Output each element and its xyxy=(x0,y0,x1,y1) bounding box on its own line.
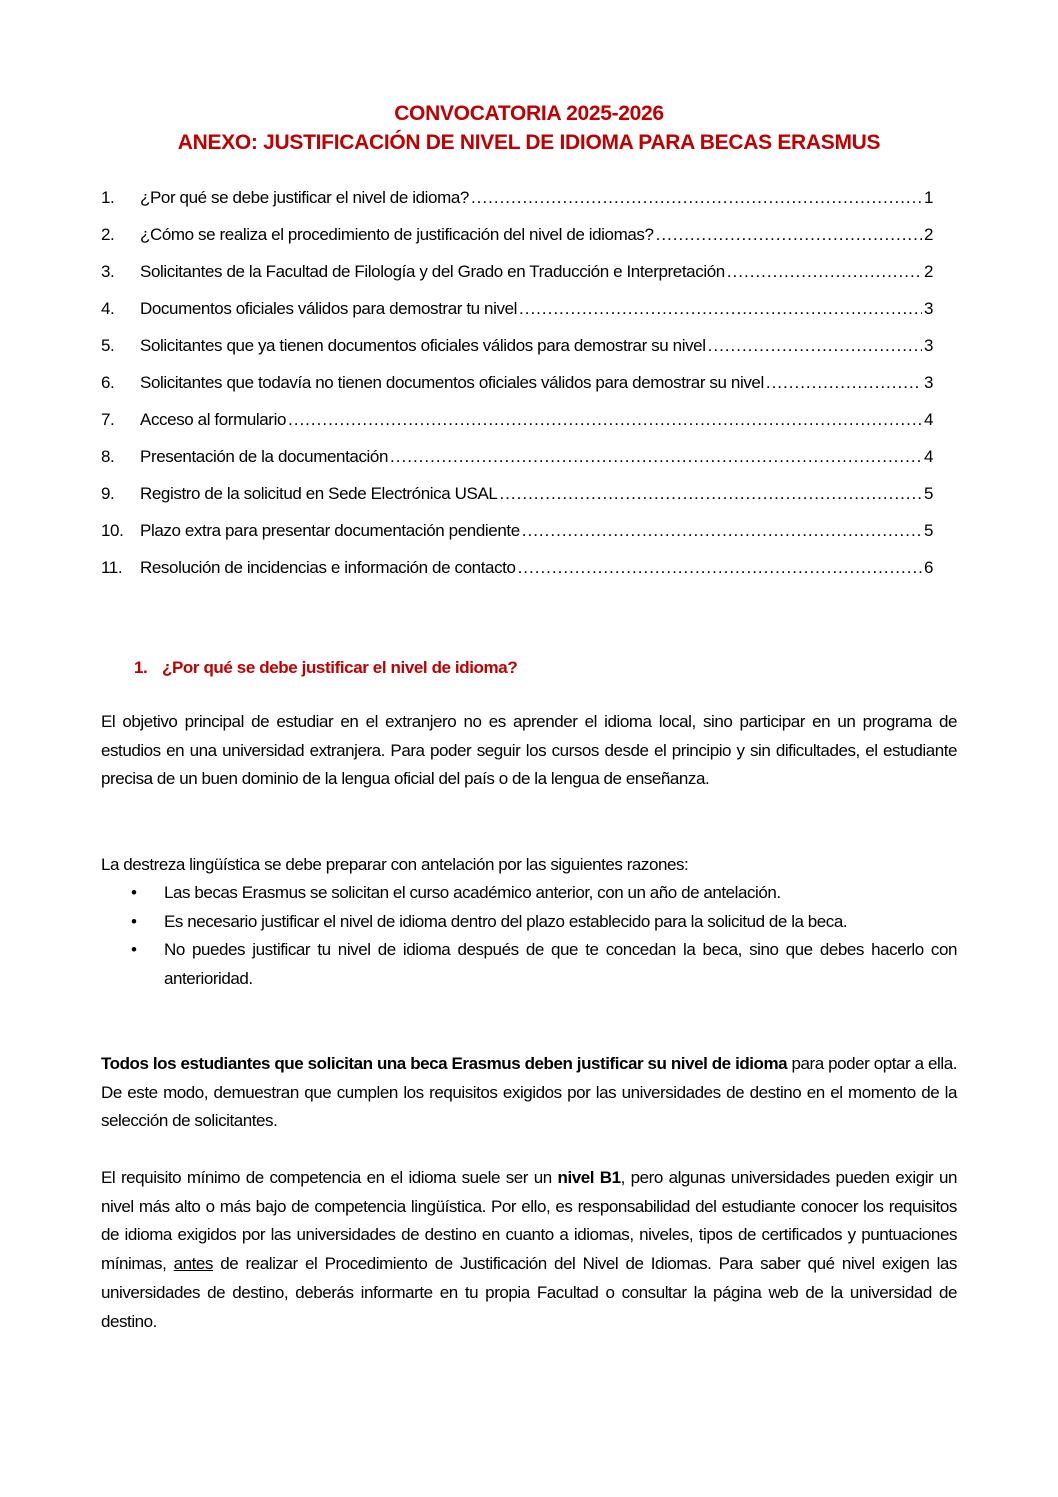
toc-entry[interactable] xyxy=(101,299,933,336)
list-item-text: Las becas Erasmus se solicitan el curso académico anterior, con un año de antelación. xyxy=(164,883,781,902)
document-subtitle: ANEXO: JUSTIFICACIÓN DE NIVEL DE IDIOMA PARA BECAS ERASMUS xyxy=(177,131,881,154)
list-item xyxy=(101,936,957,993)
toc-entry-label: ¿Cómo se realiza el procedimiento de justificación del nivel de idiomas? xyxy=(140,225,654,244)
toc-leader-dots xyxy=(766,373,922,393)
toc-leader-dots xyxy=(727,262,922,282)
toc-entry[interactable] xyxy=(101,447,933,484)
toc-leader-dots xyxy=(471,188,922,208)
toc-entry[interactable] xyxy=(101,336,933,373)
toc-entry-page: 3 xyxy=(923,336,933,355)
underlined-emphasis: antes xyxy=(173,1254,213,1274)
toc-entry-number: 9. xyxy=(101,484,115,503)
toc-entry-page: 3 xyxy=(923,373,933,392)
paragraph-text: de realizar el Procedimiento de Justificación del Nivel de Idiomas. Para saber qué nivel exigen las universidades de destino, deberás informarte en tu propia Facultad o consultar la página web de la universidad de destino. xyxy=(101,1254,957,1331)
paragraph-text: para poder optar a ella. De este modo, demuestran que cumplen los requisitos exigidos por las universidades de destino en el momento de la selección de solicitantes. xyxy=(101,1054,957,1131)
toc-entry-label: Solicitantes que todavía no tienen documentos oficiales válidos para demostrar su nivel xyxy=(140,373,764,392)
table-of-contents xyxy=(101,188,933,595)
bullet-icon: • xyxy=(131,883,137,902)
toc-entry-number: 5. xyxy=(101,336,115,355)
toc-entry-label: Plazo extra para presentar documentación pendiente xyxy=(140,521,520,540)
toc-entry-number: 7. xyxy=(101,410,115,429)
list-item-text: No puedes justificar tu nivel de idioma después de que te concedan la beca, sino que debes hacerlo con anterioridad. xyxy=(164,940,957,989)
paragraph-all-students xyxy=(101,1050,957,1136)
section-heading xyxy=(134,658,517,678)
toc-entry-number: 3. xyxy=(101,262,115,281)
paragraph-text: , pero algunas universidades pueden exigir un nivel más alto o más bajo de competencia lingüística. Por ello, es responsabilidad del estudiante conocer los requisitos de idioma exigidos por las universidades de destino en cuanto a idiomas, niveles, tipos de certificados y puntuaciones mínimas, xyxy=(101,1168,957,1274)
toc-entry[interactable] xyxy=(101,521,933,558)
reasons-list xyxy=(101,879,957,994)
toc-entry-page: 1 xyxy=(923,188,933,207)
toc-entry-number: 8. xyxy=(101,447,115,466)
toc-leader-dots xyxy=(519,299,922,319)
toc-entry-number: 2. xyxy=(101,225,115,244)
paragraph-minimum-requirement xyxy=(101,1164,957,1336)
bullet-icon: • xyxy=(131,911,137,931)
toc-entry-label: ¿Por qué se debe justificar el nivel de idioma? xyxy=(140,188,469,207)
toc-entry-number: 4. xyxy=(101,299,115,318)
bullet-icon: • xyxy=(131,940,137,960)
toc-leader-dots xyxy=(656,225,922,245)
toc-leader-dots xyxy=(518,558,922,578)
toc-entry-label: Presentación de la documentación xyxy=(140,447,389,466)
toc-entry-label: Acceso al formulario xyxy=(140,410,287,429)
paragraph-objective: El objetivo principal de estudiar en el extranjero no es aprender el idioma local, sino participar en un programa de estudios en una universidad extranjera. Para poder seguir los cursos desde el principio y sin dificultades, el estudiante precisa de un buen dominio de la lengua oficial del país o de la lengua de enseñanza. xyxy=(101,712,957,789)
toc-entry-label: Documentos oficiales válidos para demostrar tu nivel xyxy=(140,299,517,318)
document-title: CONVOCATORIA 2025-2026 xyxy=(394,102,664,125)
list-item xyxy=(101,879,957,908)
paragraph-reasons-intro: La destreza lingüística se debe preparar con antelación por las siguientes razones: xyxy=(101,855,689,874)
toc-entry-number: 10. xyxy=(101,521,124,540)
bold-emphasis: nivel B1 xyxy=(557,1168,621,1187)
paragraph-text: El requisito mínimo de competencia en el idioma suele ser un xyxy=(101,1168,558,1187)
toc-entry[interactable] xyxy=(101,188,933,225)
section-title: ¿Por qué se debe justificar el nivel de idioma? xyxy=(162,658,518,677)
toc-entry[interactable] xyxy=(101,558,933,595)
toc-entry-page: 3 xyxy=(923,299,933,318)
toc-leader-dots xyxy=(522,521,922,541)
toc-leader-dots xyxy=(499,484,921,504)
toc-entry-label: Solicitantes que ya tienen documentos oficiales válidos para demostrar su nivel xyxy=(140,336,706,355)
toc-entry-page: 5 xyxy=(923,521,933,540)
toc-leader-dots xyxy=(708,336,922,356)
toc-entry[interactable] xyxy=(101,410,933,447)
toc-entry[interactable] xyxy=(101,225,933,262)
toc-leader-dots xyxy=(288,410,922,430)
toc-leader-dots xyxy=(390,447,922,467)
toc-entry-label: Registro de la solicitud en Sede Electrónica USAL xyxy=(140,484,498,503)
toc-entry-number: 6. xyxy=(101,373,115,392)
list-item xyxy=(101,908,957,937)
section-number: 1. xyxy=(134,658,148,677)
toc-entry-label: Resolución de incidencias e información de contacto xyxy=(140,558,516,577)
bold-emphasis: Todos los estudiantes que solicitan una beca Erasmus deben justificar su nivel de idioma xyxy=(101,1054,788,1073)
list-item-text: Es necesario justificar el nivel de idioma dentro del plazo establecido para la solicitud de la beca. xyxy=(164,911,848,931)
toc-entry-page: 4 xyxy=(923,447,933,466)
toc-entry-page: 4 xyxy=(923,410,933,429)
toc-entry-page: 2 xyxy=(923,225,933,244)
toc-entry[interactable] xyxy=(101,373,933,410)
toc-entry-page: 2 xyxy=(923,262,933,281)
toc-entry[interactable] xyxy=(101,262,933,299)
toc-entry-number: 11. xyxy=(101,558,123,577)
toc-entry-label: Solicitantes de la Facultad de Filología y del Grado en Traducción e Interpretación xyxy=(140,262,725,281)
toc-entry[interactable] xyxy=(101,484,933,521)
toc-entry-page: 5 xyxy=(923,484,933,503)
toc-entry-page: 6 xyxy=(923,558,933,577)
toc-entry-number: 1. xyxy=(101,188,115,207)
